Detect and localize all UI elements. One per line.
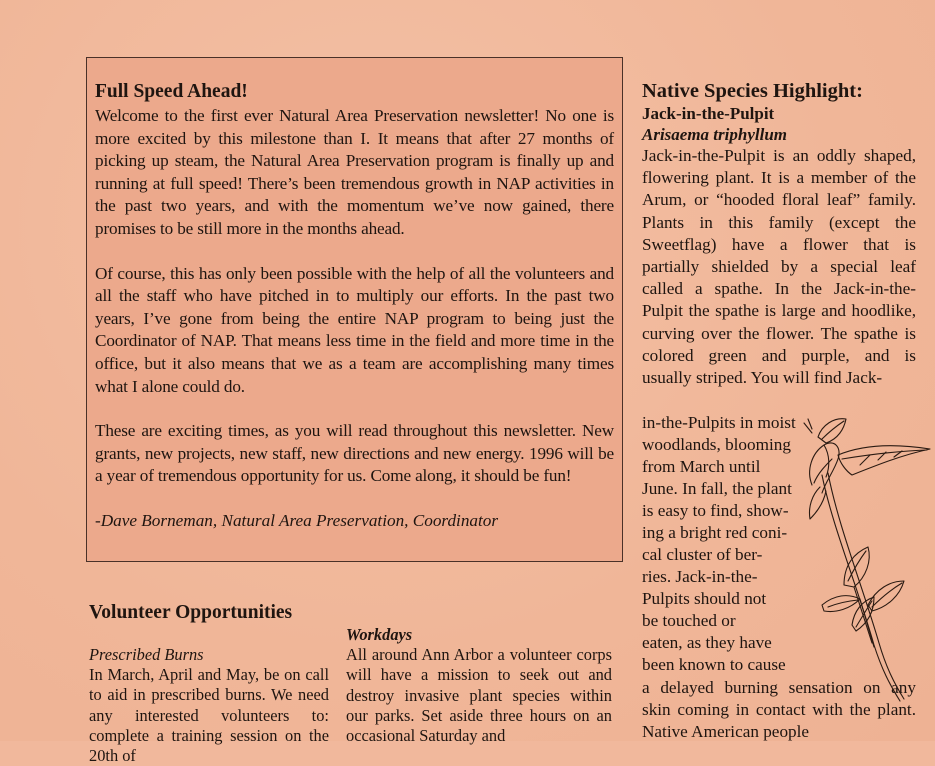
prescribed-burns-column bbox=[89, 645, 329, 766]
volunteer-heading: Volunteer Opportunities bbox=[89, 602, 293, 623]
native-wrap-line: is easy to find, show- bbox=[642, 501, 789, 520]
prescribed-burns-text: In March, April and May, be on call to aid in prescribed burns. We need any interested volunteers to: complete a training session on the 20th of bbox=[89, 665, 329, 766]
native-heading: Native Species Highlight: bbox=[642, 80, 863, 102]
welcome-title: Full Speed Ahead! bbox=[95, 81, 248, 102]
welcome-paragraph-1: Welcome to the first ever Natural Area Preservation newsletter! No one is more excited by this milestone than I. It means that after 27 months of picking up steam, the Natural Area Preservation program is finally up and running at full speed! There’s been tremendous growth in NAP activities in the past two years, and with the momentum we’ve now gained, there promises to be still more in the months ahead. bbox=[95, 106, 614, 238]
native-wrap-line: Pulpits should not bbox=[642, 589, 767, 608]
welcome-paragraph-3: These are exciting times, as you will read throughout this newsletter. New grants, new projects, new staff, new directions and new energy. 1996 will be a year of tremendous opportunity for us. Come along, it should be fun! bbox=[95, 421, 614, 486]
workdays-column bbox=[346, 625, 612, 746]
native-body-bottom: a delayed burning sensation on any skin coming in contact with the plant. Native American people bbox=[642, 678, 916, 742]
native-wrap-line: be touched or bbox=[642, 611, 736, 630]
native-wrap-line: been known to cause bbox=[642, 655, 786, 674]
jack-in-the-pulpit-drawing bbox=[782, 415, 932, 705]
native-wrap-line: cal cluster of ber- bbox=[642, 545, 763, 564]
native-wrap-line: from March until bbox=[642, 457, 761, 476]
welcome-box bbox=[86, 57, 623, 562]
native-latin-name: Arisaema triphyllum bbox=[642, 125, 787, 144]
native-species-header bbox=[642, 79, 916, 145]
native-common-name: Jack-in-the-Pulpit bbox=[642, 104, 775, 123]
native-wrap-line: woodlands, blooming bbox=[642, 435, 791, 454]
native-wrap-line: in-the-Pulpits in moist bbox=[642, 413, 796, 432]
native-wrap-line: ries. Jack-in-the- bbox=[642, 567, 758, 586]
prescribed-burns-subheading: Prescribed Burns bbox=[89, 645, 204, 664]
welcome-signature: -Dave Borneman, Natural Area Preservation, Coordinator bbox=[95, 510, 499, 530]
native-wrap-line: eaten, as they have bbox=[642, 633, 772, 652]
native-wrap-line: ing a bright red coni- bbox=[642, 523, 788, 542]
native-wrap-line: June. In fall, the plant bbox=[642, 479, 792, 498]
native-body-full: Jack-in-the-Pulpit is an oddly shaped, flowering plant. It is a member of the Arum, or “hooded floral leaf” family. Plants in this family (except the Sweetflag) have a flower that is partially shielded by a special leaf called a spathe. In the Jack-in-the-Pulpit the spathe is large and hoodlike, curving over the flower. The spathe is colored green and purple, and is usually striped. You will find Jack- bbox=[642, 146, 916, 388]
workdays-text: All around Ann Arbor a volunteer corps will have a mission to seek out and destroy invasive plant species within our parks. Set aside three hours on an occasional Saturday and bbox=[346, 645, 612, 746]
welcome-paragraph-2: Of course, this has only been possible with the help of all the volunteers and all the staff who have pitched in to multiply our efforts. In the past two years, I’ve gone from being the entire NAP program to being just the Coordinator of NAP. That means less time in the field and more time in the office, but it also means that we as a team are accomplishing many times what I alone could do. bbox=[95, 263, 614, 396]
workdays-subheading: Workdays bbox=[346, 625, 413, 644]
